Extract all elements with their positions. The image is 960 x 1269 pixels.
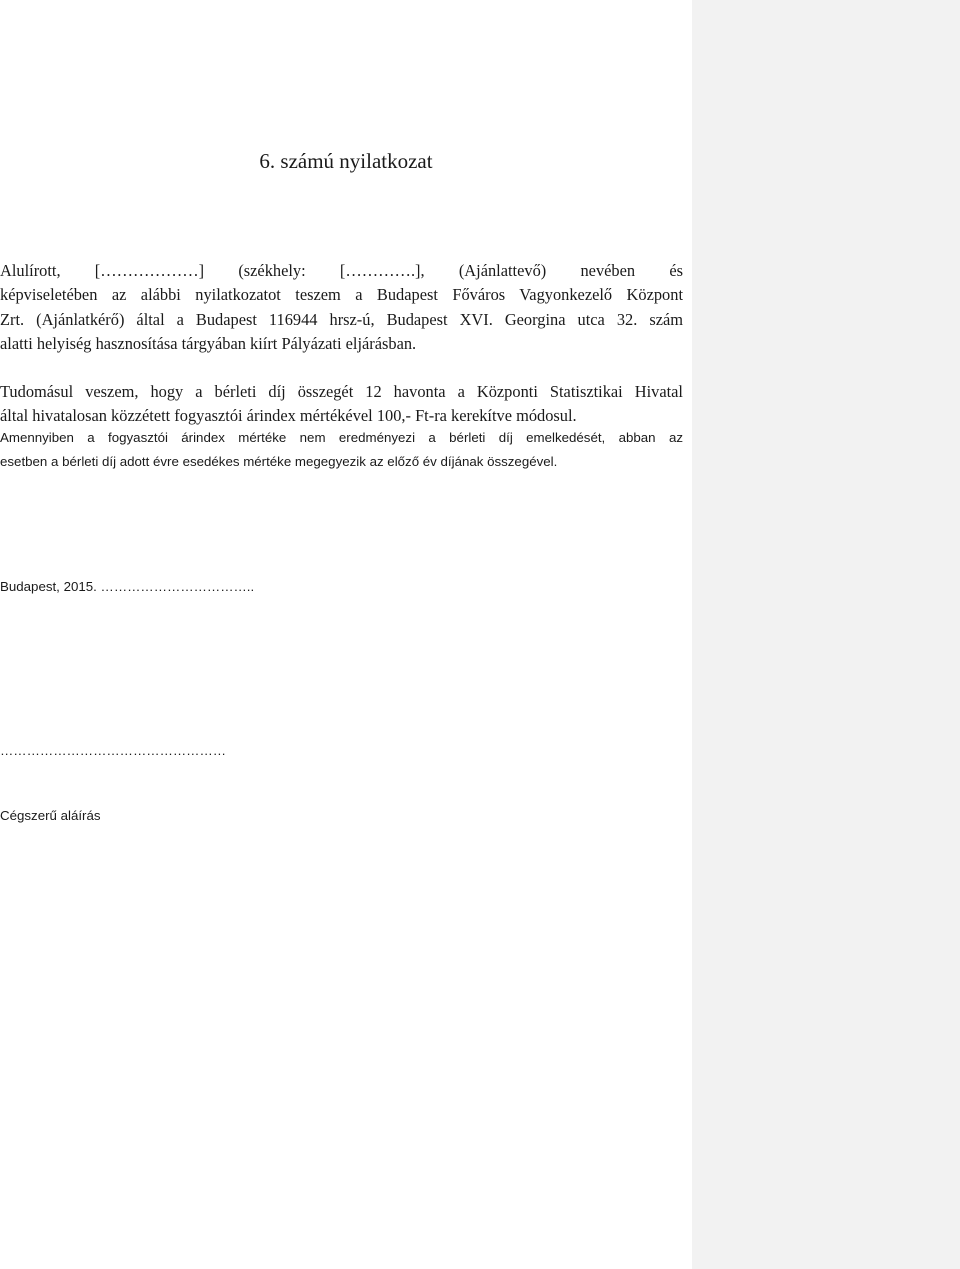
- paragraph-line: Tudomásul veszem, hogy a bérleti díj összegét 12 havonta a Központi Statisztikai Hivatal: [0, 382, 683, 401]
- paragraph-line: által hivatalosan közzétett fogyasztói árindex mértékével 100,- Ft-ra kerekítve módosul.: [0, 406, 577, 426]
- declaration-paragraph: [0, 259, 683, 356]
- page-title: 6. számú nyilatkozat: [259, 149, 433, 173]
- signature-line: ……………………………………………: [0, 743, 227, 758]
- paragraph-line: képviseletében az alábbi nyilatkozatot teszem a Budapest Főváros Vagyonkezelő Központ: [0, 285, 683, 305]
- price-index-line: esetben a bérleti díj adott évre esedékes mértéke megegyezik az előző év díjának összegével.: [0, 454, 558, 469]
- paragraph-line: Zrt. (Ajánlatkérő) által a Budapest 116944 hrsz-ú, Budapest XVI. Georgina utca 32. szám: [0, 309, 683, 329]
- comment-margin-pane: [692, 0, 960, 1269]
- price-index-line: Amennyiben a fogyasztói árindex mértéke nem eredményezi a bérleti díj emelkedését, abban az: [0, 430, 683, 445]
- paragraph-line: Alulírott, [………………] (székhely: [………….], (Ajánlattevő) nevében és: [0, 261, 683, 280]
- rent-adjustment-paragraph: [0, 380, 683, 429]
- place-date: Budapest, 2015. ……………………………..: [0, 579, 255, 594]
- signature-label: Cégszerű aláírás: [0, 808, 101, 823]
- paragraph-line: alatti helyiség hasznosítása tárgyában kiírt Pályázati eljárásban.: [0, 333, 417, 353]
